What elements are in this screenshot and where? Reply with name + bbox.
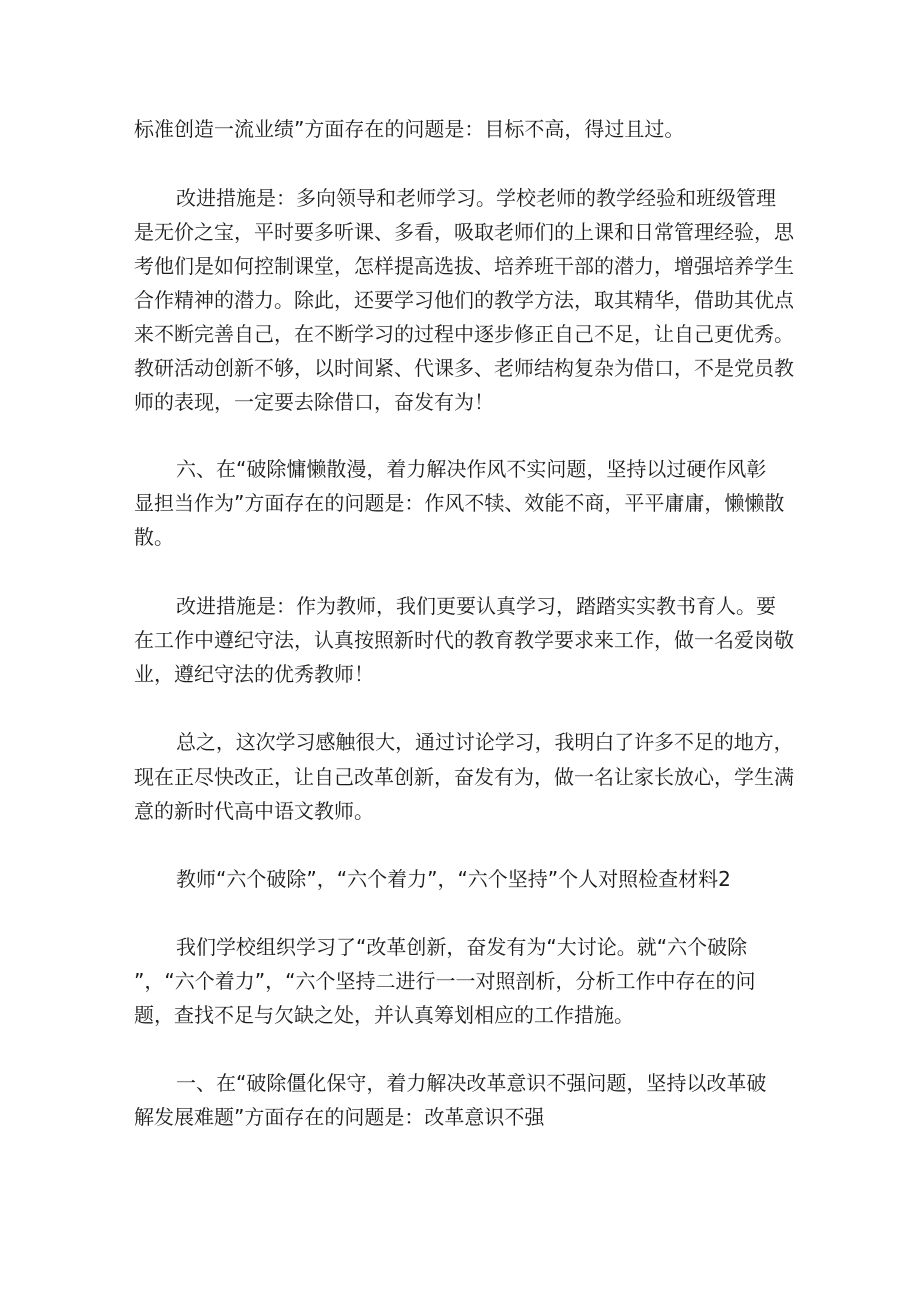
text-line: 题，查找不足与欠缺之处，并认真筹划相应的工作措施。 — [134, 1003, 634, 1027]
text-line: 散。 — [134, 525, 174, 549]
paragraph-improvement-2 — [134, 589, 794, 691]
paragraph-section-one — [134, 1066, 794, 1134]
text-line: 标准创造一流业绩”方面存在的问题是：目标不高，得过且过。 — [134, 117, 685, 141]
paragraph-continuation — [134, 112, 794, 146]
paragraph-intro — [134, 930, 794, 1032]
text-line: 来不断完善自己，在不断学习的过程中逐步修正自己不足，让自己更优秀。 — [134, 322, 794, 346]
text-line: 考他们是如何控制课堂，怎样提高选拔、培养班干部的潜力，增强培养学生 — [134, 254, 794, 278]
text-line: 现在正尽快改正，让自己改革创新，奋发有为，做一名让家长放心，学生满 — [134, 765, 794, 789]
section-title-text: 教师“六个破除”，“六个着力”，“六个坚持”个人对照检查材料2 — [176, 867, 731, 891]
text-line: ”，“六个着力”，“六个坚持二进行一一对照剖析，分析工作中存在的问 — [134, 969, 756, 993]
text-line: 意的新时代高中语文教师。 — [134, 799, 374, 823]
text-line: 显担当作为”方面存在的问题是：作风不犊、效能不商，平平庸庸，懒懒散 — [134, 491, 785, 515]
text-line: 业，遵纪守法的优秀教师！ — [134, 662, 374, 686]
text-line: 我们学校组织学习了“改革创新，奋发有为“大讨论。就“六个破除 — [176, 935, 748, 959]
text-line: 师的表现，一定要去除借口，奋发有为！ — [134, 390, 494, 414]
paragraph-summary — [134, 726, 794, 828]
text-line: 教研活动创新不够，以时间紧、代课多、老师结构复杂为借口，不是党员教 — [134, 356, 794, 380]
paragraph-section-six — [134, 452, 794, 554]
text-line: 一、在“破除僵化保守，着力解决改革意识不强问题，坚持以改革破 — [176, 1071, 767, 1095]
paragraph-improvement-1 — [134, 181, 794, 419]
text-line: 改进措施是：作为教师，我们更要认真学习，踏踏实实教书育人。要 — [176, 594, 776, 618]
text-line: 改进措施是：多向领导和老师学习。学校老师的教学经验和班级管理 — [176, 186, 776, 210]
text-line: 是无价之宝，平时要多听课、多看，吸取老师们的上课和日常管理经验，思 — [134, 220, 794, 244]
text-line: 在工作中遵纪守法，认真按照新时代的教育教学要求来工作，做一名爱岗敬 — [134, 628, 794, 652]
text-line: 合作精神的潜力。除此，还要学习他们的教学方法，取其精华，借助其优点 — [134, 288, 794, 312]
text-line: 六、在“破除慵懒散漫，着力解决作风不实问题，坚持以过硬作风彰 — [176, 457, 767, 481]
section-title — [176, 862, 731, 896]
text-line: 总之，这次学习感触很大，通过讨论学习，我明白了许多不足的地方， — [176, 731, 794, 754]
text-line: 解发展难题”方面存在的问题是：改革意识不强 — [134, 1105, 545, 1129]
